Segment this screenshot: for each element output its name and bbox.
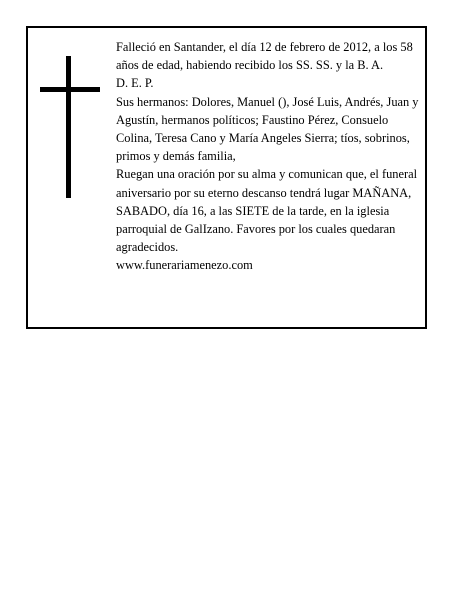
- funeral-home-website: www.funerariamenezo.com: [116, 258, 253, 273]
- obituary-notice: [26, 26, 427, 329]
- cross-vertical-bar: [66, 56, 71, 198]
- cross-icon: [40, 56, 100, 198]
- death-announcement: Falleció en Santander, el día 12 de febrero de 2012, a los 58 años de edad, habiendo recibido los SS. SS. y la B. A.: [116, 40, 413, 73]
- family-list: Sus hermanos: Dolores, Manuel (), José Luis, Andrés, Juan y Agustín, hermanos políticos; Faustino Pérez, Consuelo Colina, Teresa Cano y María Angeles Sierra; tíos, sobrinos, primos y demás familia,: [116, 94, 419, 164]
- notice-text: [116, 38, 421, 275]
- cross-horizontal-bar: [40, 87, 100, 92]
- rest-in-peace: D. E. P.: [116, 76, 154, 91]
- funeral-details: Ruegan una oración por su alma y comunican que, el funeral aniversario por su eterno descanso tendrá lugar MAÑANA, SABADO, día 16, a las SIETE de la tarde, en la iglesia parroquial de GalIzano. Favores por los cuales quedaran agradecidos.: [116, 167, 418, 255]
